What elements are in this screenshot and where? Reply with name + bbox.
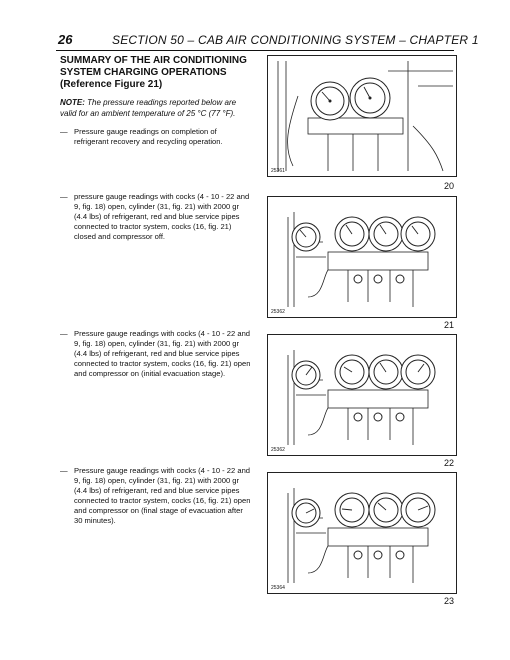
gauge-illustration (268, 335, 456, 455)
gauge-illustration (268, 56, 456, 176)
gauge-illustration (268, 473, 456, 593)
procedure-step (60, 329, 252, 379)
list-dash: — (60, 127, 68, 136)
figure-number: 22 (443, 458, 454, 468)
step-text: pressure gauge readings with cocks (4 - 10 - 22 and 9, fig. 18) open, cylinder (31, fig. 21) with 2000 gr (4.4 lbs) of refrigerant, red and blue service pipes connected to tractor system, cocks (16, fig. 21) closed and compressor off. (74, 192, 250, 241)
figure-code: 25362 (271, 309, 285, 315)
figure-gauge-manifold (267, 472, 457, 594)
page-header (56, 32, 479, 51)
figure-number: 21 (443, 320, 454, 330)
note-text: The pressure readings reported below are valid for an ambient temperature of 25 °C (77 °F). (60, 98, 237, 118)
figure-gauge-manifold (267, 55, 457, 177)
figure-code: 25362 (271, 447, 285, 453)
step-text: Pressure gauge readings with cocks (4 - 10 - 22 and 9, fig. 18) open, cylinder (31, fig. 21) with 2000 gr (4.4 lbs) of refrigerant, red and blue service pipes connected to tractor system, cocks (16, fig. 21) open and compressor on (final stage of evacuation after 30 minutes). (74, 466, 251, 525)
note-label: NOTE: (60, 98, 85, 107)
list-dash: — (60, 329, 68, 338)
figure-gauge-manifold (267, 196, 457, 318)
list-dash: — (60, 466, 68, 475)
figure-code: 25361 (271, 168, 285, 174)
step-text: Pressure gauge readings on completion of refrigerant recovery and recycling operation. (74, 127, 223, 146)
note-paragraph (60, 98, 252, 119)
summary-title-line: (Reference Figure 21) (60, 79, 163, 90)
summary-title (60, 55, 260, 91)
figure-number: 23 (443, 596, 454, 606)
page-number: 26 (58, 32, 73, 47)
list-dash: — (60, 192, 68, 201)
procedure-step (60, 192, 252, 242)
procedure-step (60, 127, 252, 147)
summary-title-line: SUMMARY OF THE AIR CONDITIONING (60, 55, 247, 66)
step-text: Pressure gauge readings with cocks (4 - 10 - 22 and 9, fig. 18) open, cylinder (31, fig. 21) with 2000 gr (4.4 lbs) of refrigerant, red and blue service pipes connected to tractor system, cocks (16, fig. 21) open and compressor on (initial evacuation stage). (74, 329, 251, 378)
figure-code: 25364 (271, 585, 285, 591)
summary-title-line: SYSTEM CHARGING OPERATIONS (60, 67, 227, 78)
figure-number: 20 (443, 181, 454, 191)
section-title: SECTION 50 – CAB AIR CONDITIONING SYSTEM – CHAPTER 1 (112, 33, 479, 47)
figure-gauge-manifold (267, 334, 457, 456)
gauge-illustration (268, 197, 456, 317)
procedure-step (60, 466, 252, 526)
